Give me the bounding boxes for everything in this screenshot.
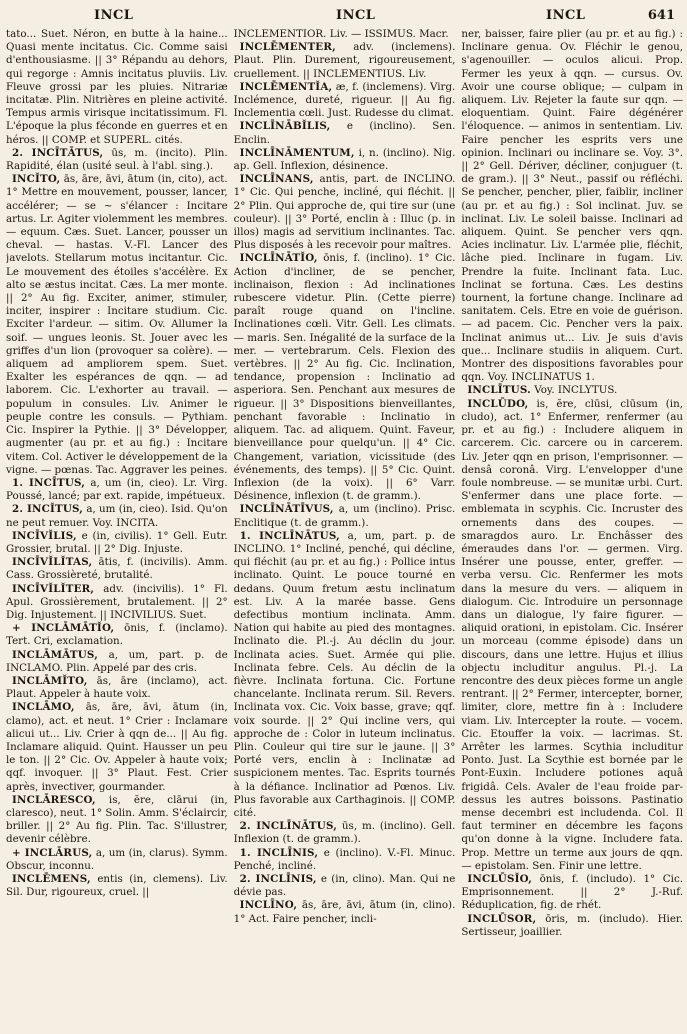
entry-headword: + INCLĀRUS,	[12, 846, 93, 859]
entry-headword: INCLŪSĬO,	[467, 873, 532, 885]
entry-headword: INCLĪNO,	[239, 899, 298, 912]
dictionary-entry	[6, 147, 228, 173]
dictionary-entry	[234, 820, 456, 846]
entry-definition: is, ĕre, clūsi, clūsum (in, cludo), act. 1° Enfermer, renfermer (au pr. et au fig.) : Includere aliquem in carcerem. Cic. carcere ou in carcerem. Liv. Jeter qqn en prison, l'emprisonner. — densâ coronâ. Virg. L'envelopper d'une foule nombreuse. — se munitæ urbi. Curt. S'enfermer dans une place forte. — emblemata in scyphis. Cic. Incruster des ornements dans des coupes. — smaragdos auro. Lr. Enchâsser des émeraudes dans l'or. — germen. Virg. Insérer une pousse, enter, greffer. — verba versu. Cic. Renfermer les mots dans la mesure du vers. — aliquem in dialogum. Cic. Introduire un personnage dans un dialogue, l'y faire figurer. — aliquid orationi, in epistolam. Cic. Insérer un morceau (comme épisode) dans un discours, dans une lettre. Hujus et illius objectu includitur angulus. Pl.-j. La rencontre des deux pièces forme un angle rentrant. || 2° Fermer, intercepter, borner, limiter, clore, mettre fin à : Includere viam. Liv. Intercepter la route. — vocem. Cic. Etouffer la voix. — lacrimas. St. Arrêter les larmes. Scythia includitur Ponto. Just. La Scythie est bornée par le Pont-Euxin. Includere potiones aquâ frigidâ. Cels. Avaler de l'eau froide par-dessus les autres boissons. Pastinatio mense decembri est includenda. Col. Il faut terminer en décembre les façons qu'on donne à la vigne. Includere fata. Prop. Mettre un terme aux jours de qqn. — epistolam. Sen. Finir une lettre.	[461, 397, 684, 872]
dictionary-entry	[234, 873, 456, 899]
entry-definition: ōnis, f. (inclino). 1° Cic. Action d'incliner, de se pencher, inclinaison, flexion : Ad inclinationes rubescere videtur. Plin. (Cette pierre) paraît rouge quand on l'incline. Inclinationes cœli. Vitr. Gell. Les climats. — maris. Sen. Inégalité de la surface de la mer. — vertebrarum. Cels. Flexion des vertèbres. || 2° Au fig. Cic. Inclination, tendance, propension : Inclinatio ad asperiora. Sen. Penchant aux mesures de rigueur. || 3° Dispositions bienveillantes, penchant favorable : Inclinatio in aliquem. Tac. ad aliquem. Quint. Faveur, bienveillance pour quelqu'un. || 4° Cic. Changement, variation, vicissitude (des événements, des temps). || 5° Cic. Quint. Inflexion (de la voix). || 6° Varr. Désinence, inflexion (t. de gramm.).	[233, 252, 456, 503]
column-right	[461, 28, 683, 1032]
dictionary-entry	[6, 675, 228, 701]
entry-headword: 2. INCLĪNĀTUS,	[239, 820, 338, 833]
entry-definition: i, n. (inclino). Nig. ap. Gell. Inflexion, désinence.	[233, 146, 456, 173]
dictionary-entry	[6, 649, 228, 675]
entry-definition: e (inclino). V.-Fl. Minuc. Penché, incliné.	[233, 846, 456, 872]
dictionary-entry	[461, 28, 683, 384]
dictionary-entry	[234, 81, 456, 121]
column-center	[234, 28, 456, 1032]
header-guide-word-center: INCL	[336, 8, 376, 23]
entry-headword: INCLĀRESCO,	[12, 793, 96, 806]
entry-definition: ās, āre, āvi, ātum (in, clino). 1° Act. Faire pencher, incli-	[233, 899, 456, 925]
entry-definition: a, um, part. p. de INCLINO. 1° Incliné, penché, qui décline, qui fléchit (au pr. et au fig.) : Pollice intus inclinato. Quint. Le pouce tourné en dedans. Quum fretum æstu inclinatum est. Liv. A la marée basse. Gens defectibus montium inclinata. Amm. Nation qui habite au pied des montagnes. Inclinato die. Pl.-j. Au déclin du jour. Inclinata acies. Suet. Armée qui plie. Inclinata febre. Cels. Au déclin de la fièvre. Inclinata fortuna. Cic. Fortune chancelante. Inclinata rerum. Sil. Revers. Inclinata vox. Cic. Voix basse, grave; qqf. voix sourde. || 2° Qui incline vers, qui approche de : Color in luteum inclinatus. Plin. Couleur qui tire sur le jaune. || 3° Porté vers, enclin à : Inclinatæ ad suspicionem mentes. Tac. Esprits tournés à la défiance. Inclinatior ad Pœnos. Liv. Plus favorable aux Carthaginois. || COMP. cité.	[233, 529, 456, 819]
dictionary-entry	[6, 28, 228, 147]
entry-definition: e (in, civilis). 1° Gell. Eutr. Grossier, brutal. || 2° Dig. Injuste.	[6, 529, 228, 555]
entry-definition: e (inclino). Sen. Enclin.	[233, 120, 456, 146]
entry-definition: a, um (in, cieo). Lr. Virg. Poussé, lancé; par ext. rapide, impétueux.	[6, 476, 228, 503]
entry-headword: INCLĪNĀMENTUM,	[239, 146, 355, 159]
dictionary-entry	[6, 847, 228, 873]
dictionary-entry	[461, 913, 683, 939]
entry-headword: 2. INCĪTĀTUS,	[12, 146, 104, 159]
dictionary-entry	[234, 147, 456, 173]
header-guide-word-left: INCL	[94, 8, 134, 23]
entry-headword: INCLĪTUS.	[467, 384, 531, 397]
entry-definition: ātis, f. (incivilis). Amm. Cass. Grossièreté, brutalité.	[6, 556, 228, 582]
entry-headword: INCĪVĬLĬTER,	[12, 582, 95, 595]
dictionary-entry	[461, 384, 683, 397]
column-left	[6, 28, 228, 1032]
entry-definition: ūs, m. (inclino). Gell. Inflexion (t. de gramm.).	[233, 820, 456, 846]
entry-headword: INCLĪNĀBĬLIS,	[239, 120, 331, 133]
entry-definition: ner, baisser, faire plier (au pr. et au fig.) : Inclinare genua. Ov. Fléchir le genou, s'agenouiller. — oculos alicui. Prop. Fermer les yeux à qqn. — cursus. Ov. Avoir une course oblique; — culpam in aliquem. Liv. Rejeter la faute sur qqn. — eloquentiam. Quint. Faire dégénérer l'éloquence. — animos in sententiam. Liv. Faire pencher les esprits vers une opinion. Inclinari ou inclinare se. Voy. 3°. || 2° Gell. Dériver, décliner, conjuguer (t. de gram.). || 3° Neut., passif ou réfléchi. Se pencher, pencher, plier, faiblir, incliner (au pr. et au fig.) : Sol inclinat. Juv. se inclinat. Liv. Le soleil baisse. Inclinari ad aliquem. Quint. Se pencher vers qqn. Acies inclinatur. Liv. L'armée plie, fléchit, lâche pied. Inclinare in fugam. Liv. Prendre la fuite. Inclinant fata. Luc. Inclinat se fortuna. Cæs. Les destins tournent, la fortune change. Inclinare ad sanitatem. Cels. Etre en voie de guérison. — ad pacem. Cic. Pencher vers la paix. Inclinat animus ut... Liv. Je suis d'avis que... Inclinare studiis in aliquem. Curt. Montrer des dispositions favorables pour qqn. Voy. INCLINATUS 1.	[461, 28, 684, 384]
entry-headword: INCLĀMĀTUS,	[12, 648, 98, 661]
dictionary-entry	[6, 503, 228, 529]
entry-headword: + INCLĀMĀTĬO,	[12, 622, 115, 635]
dictionary-entry	[234, 173, 456, 252]
page-header	[6, 6, 683, 28]
dictionary-entry	[6, 701, 228, 793]
entry-definition: ās, āre, āvi, ātum (in, cito), act. 1° Mettre en mouvement, pousser, lancer, accélérer; — se ~ s'élancer : Incitare artus. Lr. Agiter violemment les membres. — equum. Cæs. Suet. Lancer, pousser un cheval. — hastas. V.-Fl. Lancer des javelots. Stellarum motus incitantur. Cic. Le mouvement des étoiles s'accélère. Ex alto se æstus incitat. Cæs. La mer monte. || 2° Au fig. Exciter, animer, stimuler, inciter, inspirer : Incitare studium. Cic. Exciter l'ardeur. — sitim. Ov. Allumer la soif. — ungues leonis. St. Jouer avec les griffes d'un lion (provoquer sa colère). — aliquem ad ampliorem spem. Suet. Exalter les espérances de qqn. — ad laborem. Cic. L'exhorter au travail. — populum in consules. Liv. Animer le peuple contre les consuls. — Pythiam. Cic. Inspirer la Pythie. || 3° Développer, augmenter (au pr. et au fig.) : Incitare vitem. Col. Activer le développement de la vigne. — pœnas. Tac. Aggraver les peines.	[6, 173, 228, 476]
dictionary-entry	[6, 622, 228, 648]
entry-definition: e (in, clino). Man. Qui ne dévie pas.	[233, 873, 456, 899]
entry-definition: ōris, m. (includo). Hier. Sertisseur, joaillier.	[461, 912, 683, 938]
entry-definition: tato... Suet. Néron, en butte à la haine... Quasi mente incitatus. Cic. Comme saisi d'enthousiasme. || 3° Répandu au dehors, qui regorge : Amnis incitatus pluviis. Liv. Fleuve grossi par les pluies. Nitrariæ incitatæ. Plin. Nitrières en pleine activité. Tempus armis virisque incitatissimum. Fl. L'époque la plus féconde en guerres et en héros. || COMP. et SUPERL. cités.	[6, 28, 228, 146]
entry-definition: entis (in, clemens). Liv. Sil. Dur, rigoureux, cruel. ||	[6, 873, 228, 899]
entry-definition: ās, āre, āvi, ātum (in, clamo), act. et neut. 1° Crier : Inclamare alicui ut... Liv. Crier à qqn de... || Au fig. Inclamare aliquid. Quint. Hausser un peu le ton. || 2° Cic. Ov. Appeler à haute voix; qqf. invoquer. || 3° Plaut. Fest. Crier après, invectiver, gourmander.	[6, 701, 228, 793]
entry-headword: INCLĒMENTĬA,	[239, 80, 333, 93]
entry-definition: INCLEMENTIOR. Liv. — ISSIMUS. Macr.	[233, 28, 449, 40]
entry-headword: INCLĀMĬTO,	[12, 674, 88, 687]
entry-definition: antis, part. de INCLINO. 1° Cic. Qui penche, incliné, qui fléchit. || 2° Plin. Qui approche de, qui tire sur (une couleur). || 3° Porté, enclin à : Illuc (p. in illos) magis ad servitium inclinantes. Tac. Plus disposés à les recevoir pour maîtres.	[233, 173, 456, 252]
entry-definition: a, um (in, cieo). Isid. Qu'on ne peut remuer. Voy. INCITA.	[6, 503, 228, 529]
entry-headword: INCĪVĬLĬTAS,	[12, 556, 93, 569]
entry-definition: ōnis, f. (includo). 1° Cic. Emprisonnement. || 2° J.-Ruf. Réduplication, fig. de rhét.	[461, 873, 684, 912]
entry-headword: INCĪVĬLIS,	[12, 529, 77, 542]
entry-definition: a, um (inclino). Prisc. Enclitique (t. de gramm.).	[233, 503, 456, 529]
entry-definition: is, ĕre, clārui (in, claresco), neut. 1° Solin. Amm. S'éclaircir, briller. || 2° Au fig. Plin. Tac. S'illustrer, devenir célèbre.	[6, 793, 228, 846]
dictionary-entry	[234, 503, 456, 529]
entry-headword: INCLĪNĀTĪVUS,	[239, 503, 334, 516]
dictionary-entry	[234, 41, 456, 81]
dictionary-entry	[6, 477, 228, 503]
dictionary-entry	[6, 873, 228, 899]
entry-headword: 2. INCLĪNIS,	[239, 873, 317, 885]
dictionary-entry	[234, 899, 456, 925]
entry-definition: adv. (incivilis). 1° Fl. Apul. Grossièrement, brutalement. || 2° Dig. Injustement. || INCIVILIUS. Suet.	[6, 582, 228, 621]
entry-headword: INCLĒMENTER,	[239, 41, 336, 54]
entry-headword: INCLŪDO,	[467, 397, 529, 410]
entry-headword: INCLĒMENS,	[12, 873, 91, 885]
dictionary-entry	[234, 28, 456, 41]
entry-definition: æ, f. (inclemens). Virg. Inclémence, dureté, rigueur. || Au fig. Inclementia cœli. Just. Rudesse du climat.	[233, 80, 456, 120]
dictionary-entry	[461, 873, 683, 913]
entry-definition: ūs, m. (incito). Plin. Rapidité, élan (usité seul. à l'abl. sing.).	[6, 146, 228, 173]
dictionary-entry	[6, 530, 228, 556]
dictionary-entry	[234, 530, 456, 820]
entry-columns	[6, 28, 683, 1032]
dictionary-entry	[461, 398, 683, 873]
entry-headword: INCĬTO,	[12, 173, 61, 186]
entry-definition: adv. (inclemens). Plaut. Plin. Durement, rigoureusement, cruellement. || INCLEMENTIUS. Liv.	[233, 41, 456, 80]
entry-headword: 1. INCĪTUS,	[12, 476, 86, 489]
dictionary-entry	[6, 794, 228, 847]
entry-headword: 1. INCLĪNĀTUS,	[239, 529, 340, 542]
entry-headword: INCLĀMO,	[12, 701, 75, 714]
dictionary-entry	[234, 847, 456, 873]
entry-headword: 2. INCĬTUS,	[12, 503, 84, 516]
dictionary-entry	[6, 583, 228, 623]
dictionary-entry	[6, 556, 228, 582]
entry-headword: INCLĪNĀTĬO,	[239, 252, 318, 265]
entry-definition: Voy. INCLYTUS.	[534, 384, 618, 397]
entry-definition: ōnis, f. (inclamo). Tert. Cri, exclamation.	[6, 622, 228, 648]
dictionary-entry	[234, 120, 456, 146]
dictionary-entry	[234, 252, 456, 503]
entry-headword: INCLŪSOR,	[467, 912, 537, 925]
entry-definition: a, um (in, clarus). Symm. Obscur, inconnu.	[6, 846, 228, 872]
header-guide-word-right: INCL	[546, 8, 586, 23]
entry-headword: INCLĪNANS,	[239, 173, 314, 186]
entry-headword: 1. INCLĪNIS,	[239, 846, 319, 859]
entry-definition: a, um, part. p. de INCLAMO. Plin. Appelé par des cris.	[6, 648, 228, 674]
entry-definition: ās, āre (inclamo), act. Plaut. Appeler à haute voix.	[6, 674, 228, 701]
page-number: 641	[647, 8, 675, 23]
dictionary-entry	[6, 173, 228, 477]
